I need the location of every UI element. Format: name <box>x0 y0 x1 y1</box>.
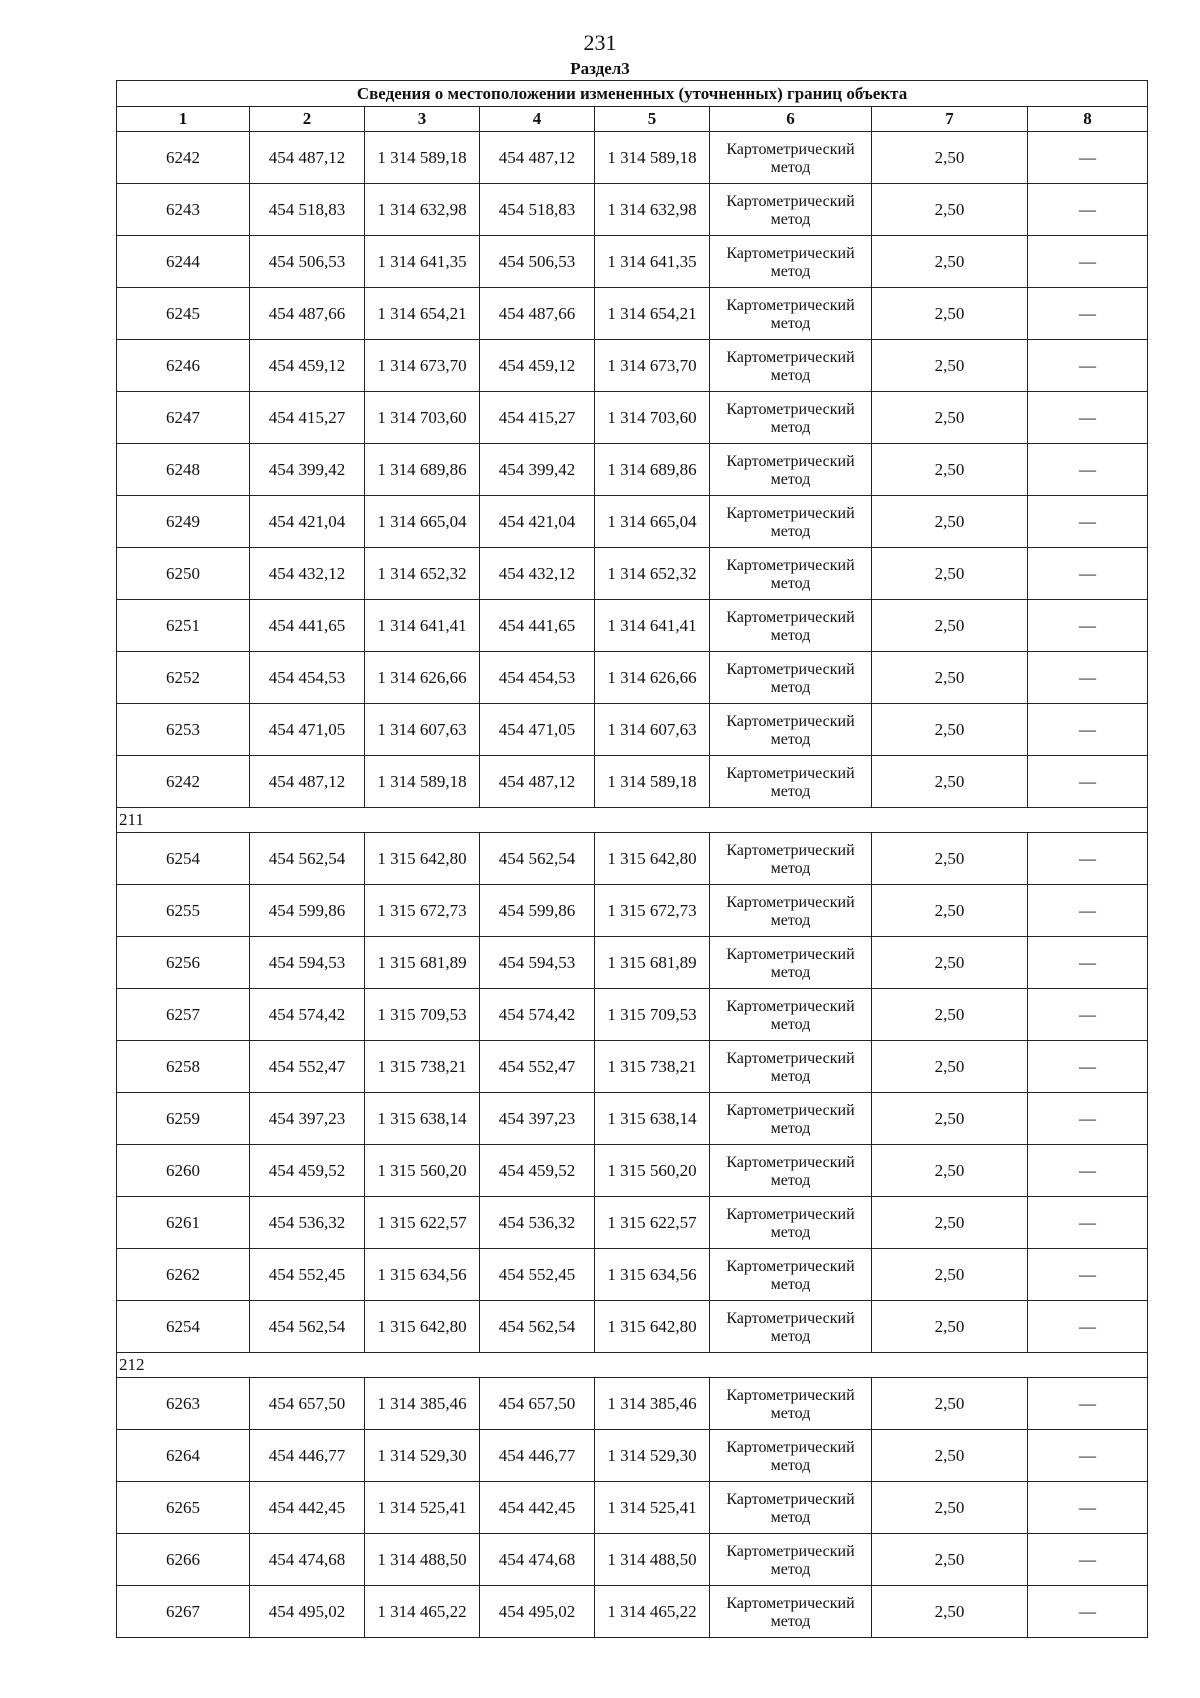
x-existing-cell: 454 442,45 <box>250 1482 365 1534</box>
y-new-cell: 1 314 465,22 <box>595 1586 710 1638</box>
table-row <box>117 184 1148 236</box>
description-cell: — <box>1028 1093 1148 1145</box>
x-existing-cell: 454 657,50 <box>250 1378 365 1430</box>
y-new-cell: 1 315 681,89 <box>595 937 710 989</box>
description-cell: — <box>1028 392 1148 444</box>
y-existing-cell: 1 315 634,56 <box>365 1249 480 1301</box>
table-row <box>117 288 1148 340</box>
x-existing-cell: 454 454,53 <box>250 652 365 704</box>
x-new-cell: 454 487,66 <box>480 288 595 340</box>
accuracy-cell: 2,50 <box>872 1249 1028 1301</box>
y-new-cell: 1 314 607,63 <box>595 704 710 756</box>
x-new-cell: 454 459,52 <box>480 1145 595 1197</box>
method-cell: Картометрический метод <box>710 704 872 756</box>
accuracy-cell: 2,50 <box>872 132 1028 184</box>
table-row <box>117 756 1148 808</box>
point-number-cell: 6245 <box>117 288 250 340</box>
method-cell: Картометрический метод <box>710 756 872 808</box>
y-existing-cell: 1 314 652,32 <box>365 548 480 600</box>
x-existing-cell: 454 487,12 <box>250 756 365 808</box>
table-row <box>117 937 1148 989</box>
y-existing-cell: 1 315 642,80 <box>365 833 480 885</box>
y-existing-cell: 1 314 703,60 <box>365 392 480 444</box>
y-existing-cell: 1 314 673,70 <box>365 340 480 392</box>
accuracy-cell: 2,50 <box>872 1586 1028 1638</box>
table-body <box>117 132 1148 1638</box>
y-existing-cell: 1 314 385,46 <box>365 1378 480 1430</box>
x-existing-cell: 454 518,83 <box>250 184 365 236</box>
y-new-cell: 1 314 652,32 <box>595 548 710 600</box>
x-new-cell: 454 552,45 <box>480 1249 595 1301</box>
accuracy-cell: 2,50 <box>872 340 1028 392</box>
description-cell: — <box>1028 288 1148 340</box>
table-row <box>117 1301 1148 1353</box>
y-new-cell: 1 315 560,20 <box>595 1145 710 1197</box>
table-caption: Сведения о местоположении измененных (уточненных) границ объекта <box>117 81 1148 107</box>
accuracy-cell: 2,50 <box>872 756 1028 808</box>
table-row <box>117 444 1148 496</box>
table-row <box>117 989 1148 1041</box>
method-cell: Картометрический метод <box>710 340 872 392</box>
y-new-cell: 1 314 641,35 <box>595 236 710 288</box>
table-row <box>117 1197 1148 1249</box>
method-cell: Картометрический метод <box>710 184 872 236</box>
column-number: 1 <box>117 107 250 132</box>
method-cell: Картометрический метод <box>710 1586 872 1638</box>
method-cell: Картометрический метод <box>710 288 872 340</box>
x-new-cell: 454 441,65 <box>480 600 595 652</box>
x-existing-cell: 454 459,12 <box>250 340 365 392</box>
y-existing-cell: 1 314 626,66 <box>365 652 480 704</box>
y-existing-cell: 1 315 709,53 <box>365 989 480 1041</box>
point-number-cell: 6249 <box>117 496 250 548</box>
point-number-cell: 6262 <box>117 1249 250 1301</box>
x-new-cell: 454 562,54 <box>480 1301 595 1353</box>
y-new-cell: 1 315 672,73 <box>595 885 710 937</box>
table-row <box>117 392 1148 444</box>
accuracy-cell: 2,50 <box>872 937 1028 989</box>
accuracy-cell: 2,50 <box>872 1430 1028 1482</box>
table-row <box>117 236 1148 288</box>
description-cell: — <box>1028 937 1148 989</box>
x-new-cell: 454 495,02 <box>480 1586 595 1638</box>
accuracy-cell: 2,50 <box>872 1301 1028 1353</box>
y-new-cell: 1 314 626,66 <box>595 652 710 704</box>
description-cell: — <box>1028 184 1148 236</box>
x-new-cell: 454 421,04 <box>480 496 595 548</box>
y-existing-cell: 1 315 672,73 <box>365 885 480 937</box>
table-row <box>117 1534 1148 1586</box>
point-number-cell: 6259 <box>117 1093 250 1145</box>
description-cell: — <box>1028 1301 1148 1353</box>
point-number-cell: 6263 <box>117 1378 250 1430</box>
x-new-cell: 454 454,53 <box>480 652 595 704</box>
description-cell: — <box>1028 1197 1148 1249</box>
point-number-cell: 6260 <box>117 1145 250 1197</box>
x-new-cell: 454 487,12 <box>480 132 595 184</box>
y-new-cell: 1 315 634,56 <box>595 1249 710 1301</box>
description-cell: — <box>1028 885 1148 937</box>
description-cell: — <box>1028 340 1148 392</box>
point-number-cell: 6246 <box>117 340 250 392</box>
x-existing-cell: 454 399,42 <box>250 444 365 496</box>
table-row <box>117 132 1148 184</box>
accuracy-cell: 2,50 <box>872 1482 1028 1534</box>
table-row <box>117 833 1148 885</box>
point-number-cell: 6243 <box>117 184 250 236</box>
y-existing-cell: 1 314 665,04 <box>365 496 480 548</box>
y-existing-cell: 1 315 681,89 <box>365 937 480 989</box>
x-new-cell: 454 599,86 <box>480 885 595 937</box>
point-number-cell: 6255 <box>117 885 250 937</box>
x-new-cell: 454 442,45 <box>480 1482 595 1534</box>
accuracy-cell: 2,50 <box>872 288 1028 340</box>
column-number: 7 <box>872 107 1028 132</box>
description-cell: — <box>1028 548 1148 600</box>
x-existing-cell: 454 506,53 <box>250 236 365 288</box>
y-new-cell: 1 314 488,50 <box>595 1534 710 1586</box>
point-number-cell: 6265 <box>117 1482 250 1534</box>
description-cell: — <box>1028 132 1148 184</box>
y-new-cell: 1 314 589,18 <box>595 132 710 184</box>
x-new-cell: 454 471,05 <box>480 704 595 756</box>
description-cell: — <box>1028 1378 1148 1430</box>
accuracy-cell: 2,50 <box>872 885 1028 937</box>
table-row <box>117 1430 1148 1482</box>
y-existing-cell: 1 315 560,20 <box>365 1145 480 1197</box>
point-number-cell: 6258 <box>117 1041 250 1093</box>
description-cell: — <box>1028 989 1148 1041</box>
y-existing-cell: 1 314 632,98 <box>365 184 480 236</box>
column-number: 6 <box>710 107 872 132</box>
accuracy-cell: 2,50 <box>872 1093 1028 1145</box>
y-existing-cell: 1 314 589,18 <box>365 756 480 808</box>
method-cell: Картометрический метод <box>710 937 872 989</box>
x-new-cell: 454 399,42 <box>480 444 595 496</box>
point-number-cell: 6254 <box>117 1301 250 1353</box>
method-cell: Картометрический метод <box>710 132 872 184</box>
x-new-cell: 454 415,27 <box>480 392 595 444</box>
y-new-cell: 1 315 642,80 <box>595 833 710 885</box>
table-caption-row <box>117 81 1148 107</box>
y-new-cell: 1 315 638,14 <box>595 1093 710 1145</box>
accuracy-cell: 2,50 <box>872 1145 1028 1197</box>
method-cell: Картометрический метод <box>710 1301 872 1353</box>
x-existing-cell: 454 474,68 <box>250 1534 365 1586</box>
point-number-cell: 6253 <box>117 704 250 756</box>
y-existing-cell: 1 314 689,86 <box>365 444 480 496</box>
description-cell: — <box>1028 496 1148 548</box>
table-row <box>117 652 1148 704</box>
table-row <box>117 496 1148 548</box>
x-existing-cell: 454 471,05 <box>250 704 365 756</box>
x-existing-cell: 454 552,45 <box>250 1249 365 1301</box>
x-existing-cell: 454 487,66 <box>250 288 365 340</box>
column-number: 5 <box>595 107 710 132</box>
group-label: 211 <box>117 808 1148 833</box>
description-cell: — <box>1028 1145 1148 1197</box>
y-new-cell: 1 314 385,46 <box>595 1378 710 1430</box>
y-new-cell: 1 314 654,21 <box>595 288 710 340</box>
description-cell: — <box>1028 1586 1148 1638</box>
point-number-cell: 6242 <box>117 756 250 808</box>
point-number-cell: 6252 <box>117 652 250 704</box>
x-existing-cell: 454 441,65 <box>250 600 365 652</box>
point-number-cell: 6257 <box>117 989 250 1041</box>
x-existing-cell: 454 599,86 <box>250 885 365 937</box>
method-cell: Картометрический метод <box>710 1093 872 1145</box>
x-new-cell: 454 562,54 <box>480 833 595 885</box>
y-existing-cell: 1 315 642,80 <box>365 1301 480 1353</box>
accuracy-cell: 2,50 <box>872 548 1028 600</box>
x-new-cell: 454 459,12 <box>480 340 595 392</box>
x-new-cell: 454 536,32 <box>480 1197 595 1249</box>
x-existing-cell: 454 421,04 <box>250 496 365 548</box>
accuracy-cell: 2,50 <box>872 392 1028 444</box>
y-new-cell: 1 315 622,57 <box>595 1197 710 1249</box>
x-existing-cell: 454 552,47 <box>250 1041 365 1093</box>
table-row <box>117 704 1148 756</box>
x-new-cell: 454 518,83 <box>480 184 595 236</box>
method-cell: Картометрический метод <box>710 548 872 600</box>
x-existing-cell: 454 536,32 <box>250 1197 365 1249</box>
y-new-cell: 1 314 673,70 <box>595 340 710 392</box>
table-row <box>117 1482 1148 1534</box>
point-number-cell: 6242 <box>117 132 250 184</box>
method-cell: Картометрический метод <box>710 392 872 444</box>
column-number: 2 <box>250 107 365 132</box>
x-existing-cell: 454 459,52 <box>250 1145 365 1197</box>
y-new-cell: 1 315 709,53 <box>595 989 710 1041</box>
y-existing-cell: 1 314 488,50 <box>365 1534 480 1586</box>
description-cell: — <box>1028 444 1148 496</box>
column-number: 8 <box>1028 107 1148 132</box>
x-existing-cell: 454 495,02 <box>250 1586 365 1638</box>
method-cell: Картометрический метод <box>710 1482 872 1534</box>
x-new-cell: 454 552,47 <box>480 1041 595 1093</box>
y-existing-cell: 1 315 638,14 <box>365 1093 480 1145</box>
accuracy-cell: 2,50 <box>872 989 1028 1041</box>
x-new-cell: 454 474,68 <box>480 1534 595 1586</box>
y-new-cell: 1 314 689,86 <box>595 444 710 496</box>
method-cell: Картометрический метод <box>710 833 872 885</box>
point-number-cell: 6250 <box>117 548 250 600</box>
description-cell: — <box>1028 236 1148 288</box>
accuracy-cell: 2,50 <box>872 1041 1028 1093</box>
description-cell: — <box>1028 756 1148 808</box>
accuracy-cell: 2,50 <box>872 444 1028 496</box>
coordinates-table <box>116 80 1148 1638</box>
method-cell: Картометрический метод <box>710 652 872 704</box>
x-new-cell: 454 397,23 <box>480 1093 595 1145</box>
table-row <box>117 600 1148 652</box>
x-new-cell: 454 446,77 <box>480 1430 595 1482</box>
table-row <box>117 885 1148 937</box>
y-existing-cell: 1 314 525,41 <box>365 1482 480 1534</box>
x-new-cell: 454 657,50 <box>480 1378 595 1430</box>
description-cell: — <box>1028 1249 1148 1301</box>
x-new-cell: 454 487,12 <box>480 756 595 808</box>
point-number-cell: 6244 <box>117 236 250 288</box>
method-cell: Картометрический метод <box>710 496 872 548</box>
column-number-row <box>117 107 1148 132</box>
column-number: 3 <box>365 107 480 132</box>
accuracy-cell: 2,50 <box>872 184 1028 236</box>
description-cell: — <box>1028 833 1148 885</box>
y-existing-cell: 1 315 738,21 <box>365 1041 480 1093</box>
x-existing-cell: 454 446,77 <box>250 1430 365 1482</box>
page-number: 231 <box>583 30 617 55</box>
method-cell: Картометрический метод <box>710 236 872 288</box>
y-new-cell: 1 314 529,30 <box>595 1430 710 1482</box>
description-cell: — <box>1028 1482 1148 1534</box>
x-existing-cell: 454 432,12 <box>250 548 365 600</box>
x-existing-cell: 454 594,53 <box>250 937 365 989</box>
table-row <box>117 548 1148 600</box>
accuracy-cell: 2,50 <box>872 236 1028 288</box>
y-new-cell: 1 314 665,04 <box>595 496 710 548</box>
table-row <box>117 340 1148 392</box>
x-existing-cell: 454 397,23 <box>250 1093 365 1145</box>
accuracy-cell: 2,50 <box>872 1378 1028 1430</box>
description-cell: — <box>1028 1041 1148 1093</box>
column-number: 4 <box>480 107 595 132</box>
method-cell: Картометрический метод <box>710 1534 872 1586</box>
method-cell: Картометрический метод <box>710 1378 872 1430</box>
y-existing-cell: 1 314 589,18 <box>365 132 480 184</box>
x-new-cell: 454 574,42 <box>480 989 595 1041</box>
point-number-cell: 6251 <box>117 600 250 652</box>
point-number-cell: 6266 <box>117 1534 250 1586</box>
y-new-cell: 1 314 589,18 <box>595 756 710 808</box>
accuracy-cell: 2,50 <box>872 704 1028 756</box>
x-existing-cell: 454 562,54 <box>250 1301 365 1353</box>
description-cell: — <box>1028 1534 1148 1586</box>
y-existing-cell: 1 314 654,21 <box>365 288 480 340</box>
accuracy-cell: 2,50 <box>872 1534 1028 1586</box>
y-existing-cell: 1 314 465,22 <box>365 1586 480 1638</box>
accuracy-cell: 2,50 <box>872 600 1028 652</box>
method-cell: Картометрический метод <box>710 1430 872 1482</box>
point-number-cell: 6248 <box>117 444 250 496</box>
method-cell: Картометрический метод <box>710 1041 872 1093</box>
method-cell: Картометрический метод <box>710 444 872 496</box>
x-existing-cell: 454 415,27 <box>250 392 365 444</box>
method-cell: Картометрический метод <box>710 989 872 1041</box>
method-cell: Картометрический метод <box>710 1249 872 1301</box>
y-new-cell: 1 314 632,98 <box>595 184 710 236</box>
accuracy-cell: 2,50 <box>872 833 1028 885</box>
table-row <box>117 1093 1148 1145</box>
group-label: 212 <box>117 1353 1148 1378</box>
x-existing-cell: 454 487,12 <box>250 132 365 184</box>
y-existing-cell: 1 314 641,35 <box>365 236 480 288</box>
section-title: Раздел3 <box>570 59 630 78</box>
description-cell: — <box>1028 600 1148 652</box>
x-new-cell: 454 506,53 <box>480 236 595 288</box>
point-number-cell: 6254 <box>117 833 250 885</box>
table-row <box>117 1145 1148 1197</box>
y-new-cell: 1 315 738,21 <box>595 1041 710 1093</box>
y-existing-cell: 1 315 622,57 <box>365 1197 480 1249</box>
point-number-cell: 6256 <box>117 937 250 989</box>
group-header-row <box>117 1353 1148 1378</box>
description-cell: — <box>1028 652 1148 704</box>
description-cell: — <box>1028 1430 1148 1482</box>
table-row <box>117 1041 1148 1093</box>
point-number-cell: 6261 <box>117 1197 250 1249</box>
y-new-cell: 1 314 641,41 <box>595 600 710 652</box>
group-header-row <box>117 808 1148 833</box>
point-number-cell: 6267 <box>117 1586 250 1638</box>
accuracy-cell: 2,50 <box>872 652 1028 704</box>
point-number-cell: 6247 <box>117 392 250 444</box>
y-new-cell: 1 314 703,60 <box>595 392 710 444</box>
method-cell: Картометрический метод <box>710 1145 872 1197</box>
x-new-cell: 454 432,12 <box>480 548 595 600</box>
y-new-cell: 1 315 642,80 <box>595 1301 710 1353</box>
point-number-cell: 6264 <box>117 1430 250 1482</box>
description-cell: — <box>1028 704 1148 756</box>
x-existing-cell: 454 562,54 <box>250 833 365 885</box>
table-row <box>117 1586 1148 1638</box>
table-row <box>117 1378 1148 1430</box>
x-existing-cell: 454 574,42 <box>250 989 365 1041</box>
table-row <box>117 1249 1148 1301</box>
method-cell: Картометрический метод <box>710 1197 872 1249</box>
x-new-cell: 454 594,53 <box>480 937 595 989</box>
accuracy-cell: 2,50 <box>872 496 1028 548</box>
y-existing-cell: 1 314 641,41 <box>365 600 480 652</box>
accuracy-cell: 2,50 <box>872 1197 1028 1249</box>
y-existing-cell: 1 314 607,63 <box>365 704 480 756</box>
y-new-cell: 1 314 525,41 <box>595 1482 710 1534</box>
method-cell: Картометрический метод <box>710 885 872 937</box>
method-cell: Картометрический метод <box>710 600 872 652</box>
y-existing-cell: 1 314 529,30 <box>365 1430 480 1482</box>
